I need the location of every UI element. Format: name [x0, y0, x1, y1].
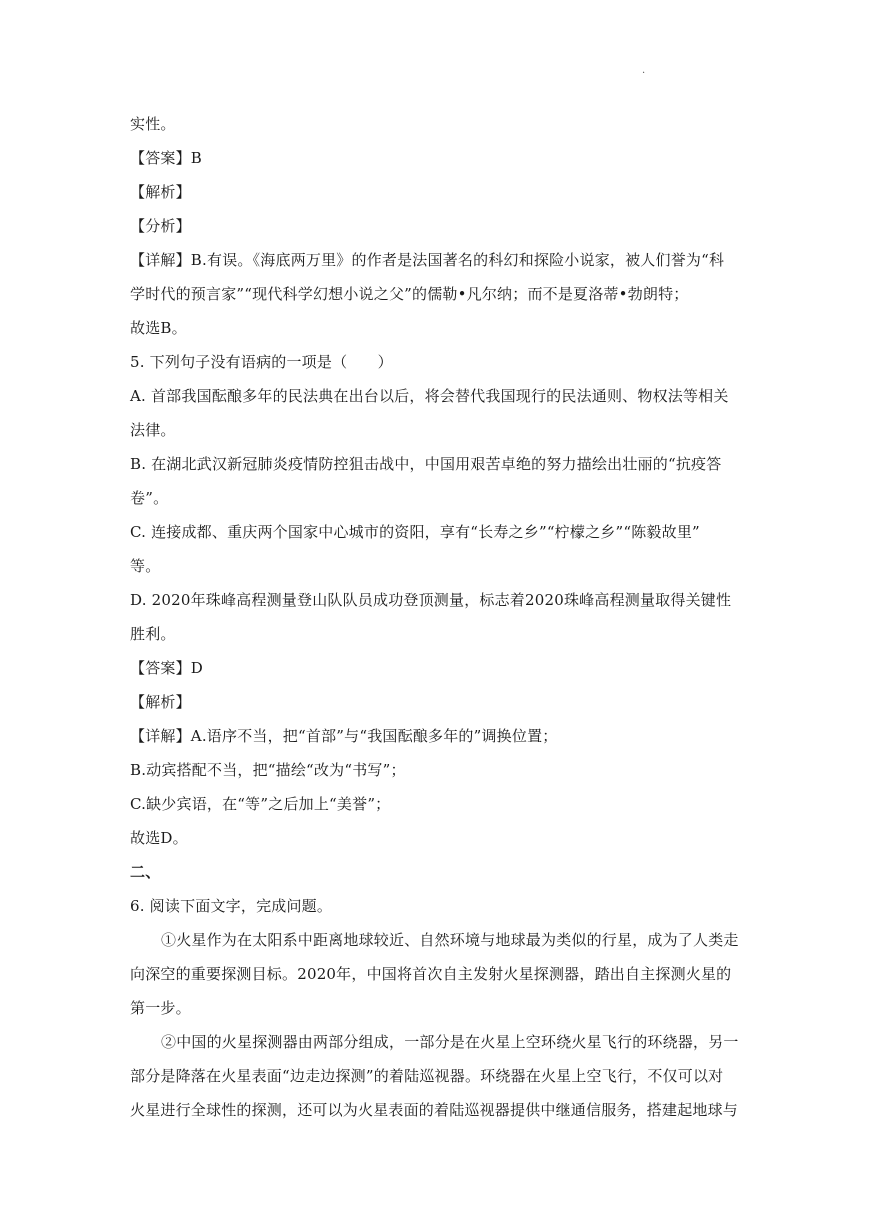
passage-line: 部分是降落在火星表面“边走边探测”的着陆巡视器。环绕器在火星上空飞行，不仅可以对 — [130, 1067, 724, 1085]
option-a: A. 首部我国酝酿多年的民法典在出台以后，将会替代我国现行的民法通则、物权法等相关 — [130, 387, 729, 405]
header-dot: . — [642, 65, 646, 76]
text-line: 实性。 — [130, 115, 176, 133]
option-c-cont: 等。 — [130, 557, 161, 575]
question-6-title: 6. 阅读下面文字，完成问题。 — [130, 897, 333, 915]
explanation-line: 【详解】A.语序不当，把“首部”与“我国酝酿多年的”调换位置； — [130, 727, 558, 745]
option-a-cont: 法律。 — [130, 421, 176, 439]
conclusion-line: 故选B。 — [130, 319, 187, 337]
analysis-label: 【解析】 — [130, 693, 191, 711]
question-5-title: 5. 下列句子没有语病的一项是（ ） — [130, 353, 393, 371]
explanation-line: 【详解】B.有误。《海底两万里》的作者是法国著名的科幻和探险小说家，被人们誉为“科 — [130, 251, 725, 269]
option-b: B. 在湖北武汉新冠肺炎疫情防控狙击战中，中国用艰苦卓绝的努力描绘出壮丽的“抗疫答 — [130, 455, 722, 473]
analysis-label: 【解析】 — [130, 183, 191, 201]
option-d-cont: 胜利。 — [130, 625, 176, 643]
passage-line: 第一步。 — [130, 999, 191, 1017]
section-heading: 二、 — [130, 863, 161, 881]
answer-label: 【答案】B — [130, 149, 203, 167]
passage-line: ②中国的火星探测器由两部分组成，一部分是在火星上空环绕火星飞行的环绕器，另一 — [161, 1033, 739, 1051]
answer-label: 【答案】D — [130, 659, 204, 677]
passage-line: 向深空的重要探测目标。2020年，中国将首次自主发射火星探测器，踏出自主探测火星的 — [130, 965, 732, 983]
explanation-line: C.缺少宾语，在“等”之后加上“美誉”； — [130, 795, 391, 813]
option-d: D. 2020年珠峰高程测量登山队队员成功登顶测量，标志着2020珠峰高程测量取得关键性 — [130, 591, 732, 609]
explanation-line: B.动宾搭配不当，把“描绘“改为“书写”； — [130, 761, 406, 779]
option-c: C. 连接成都、重庆两个国家中心城市的资阳，享有“长寿之乡”“柠檬之乡”“陈毅故里” — [130, 523, 700, 541]
passage-line: 火星进行全球性的探测，还可以为火星表面的着陆巡视器提供中继通信服务，搭建起地球与 — [130, 1101, 739, 1119]
passage-line: ①火星作为在太阳系中距离地球较近、自然环境与地球最为类似的行星，成为了人类走 — [161, 931, 739, 949]
option-b-cont: 卷”。 — [130, 489, 169, 507]
conclusion-line: 故选D。 — [130, 829, 188, 847]
analysis-sub-label: 【分析】 — [130, 217, 191, 235]
explanation-line: 学时代的预言家”“现代科学幻想小说之父”的儒勒•凡尔纳；而不是夏洛蒂•勃朗特； — [130, 285, 689, 303]
